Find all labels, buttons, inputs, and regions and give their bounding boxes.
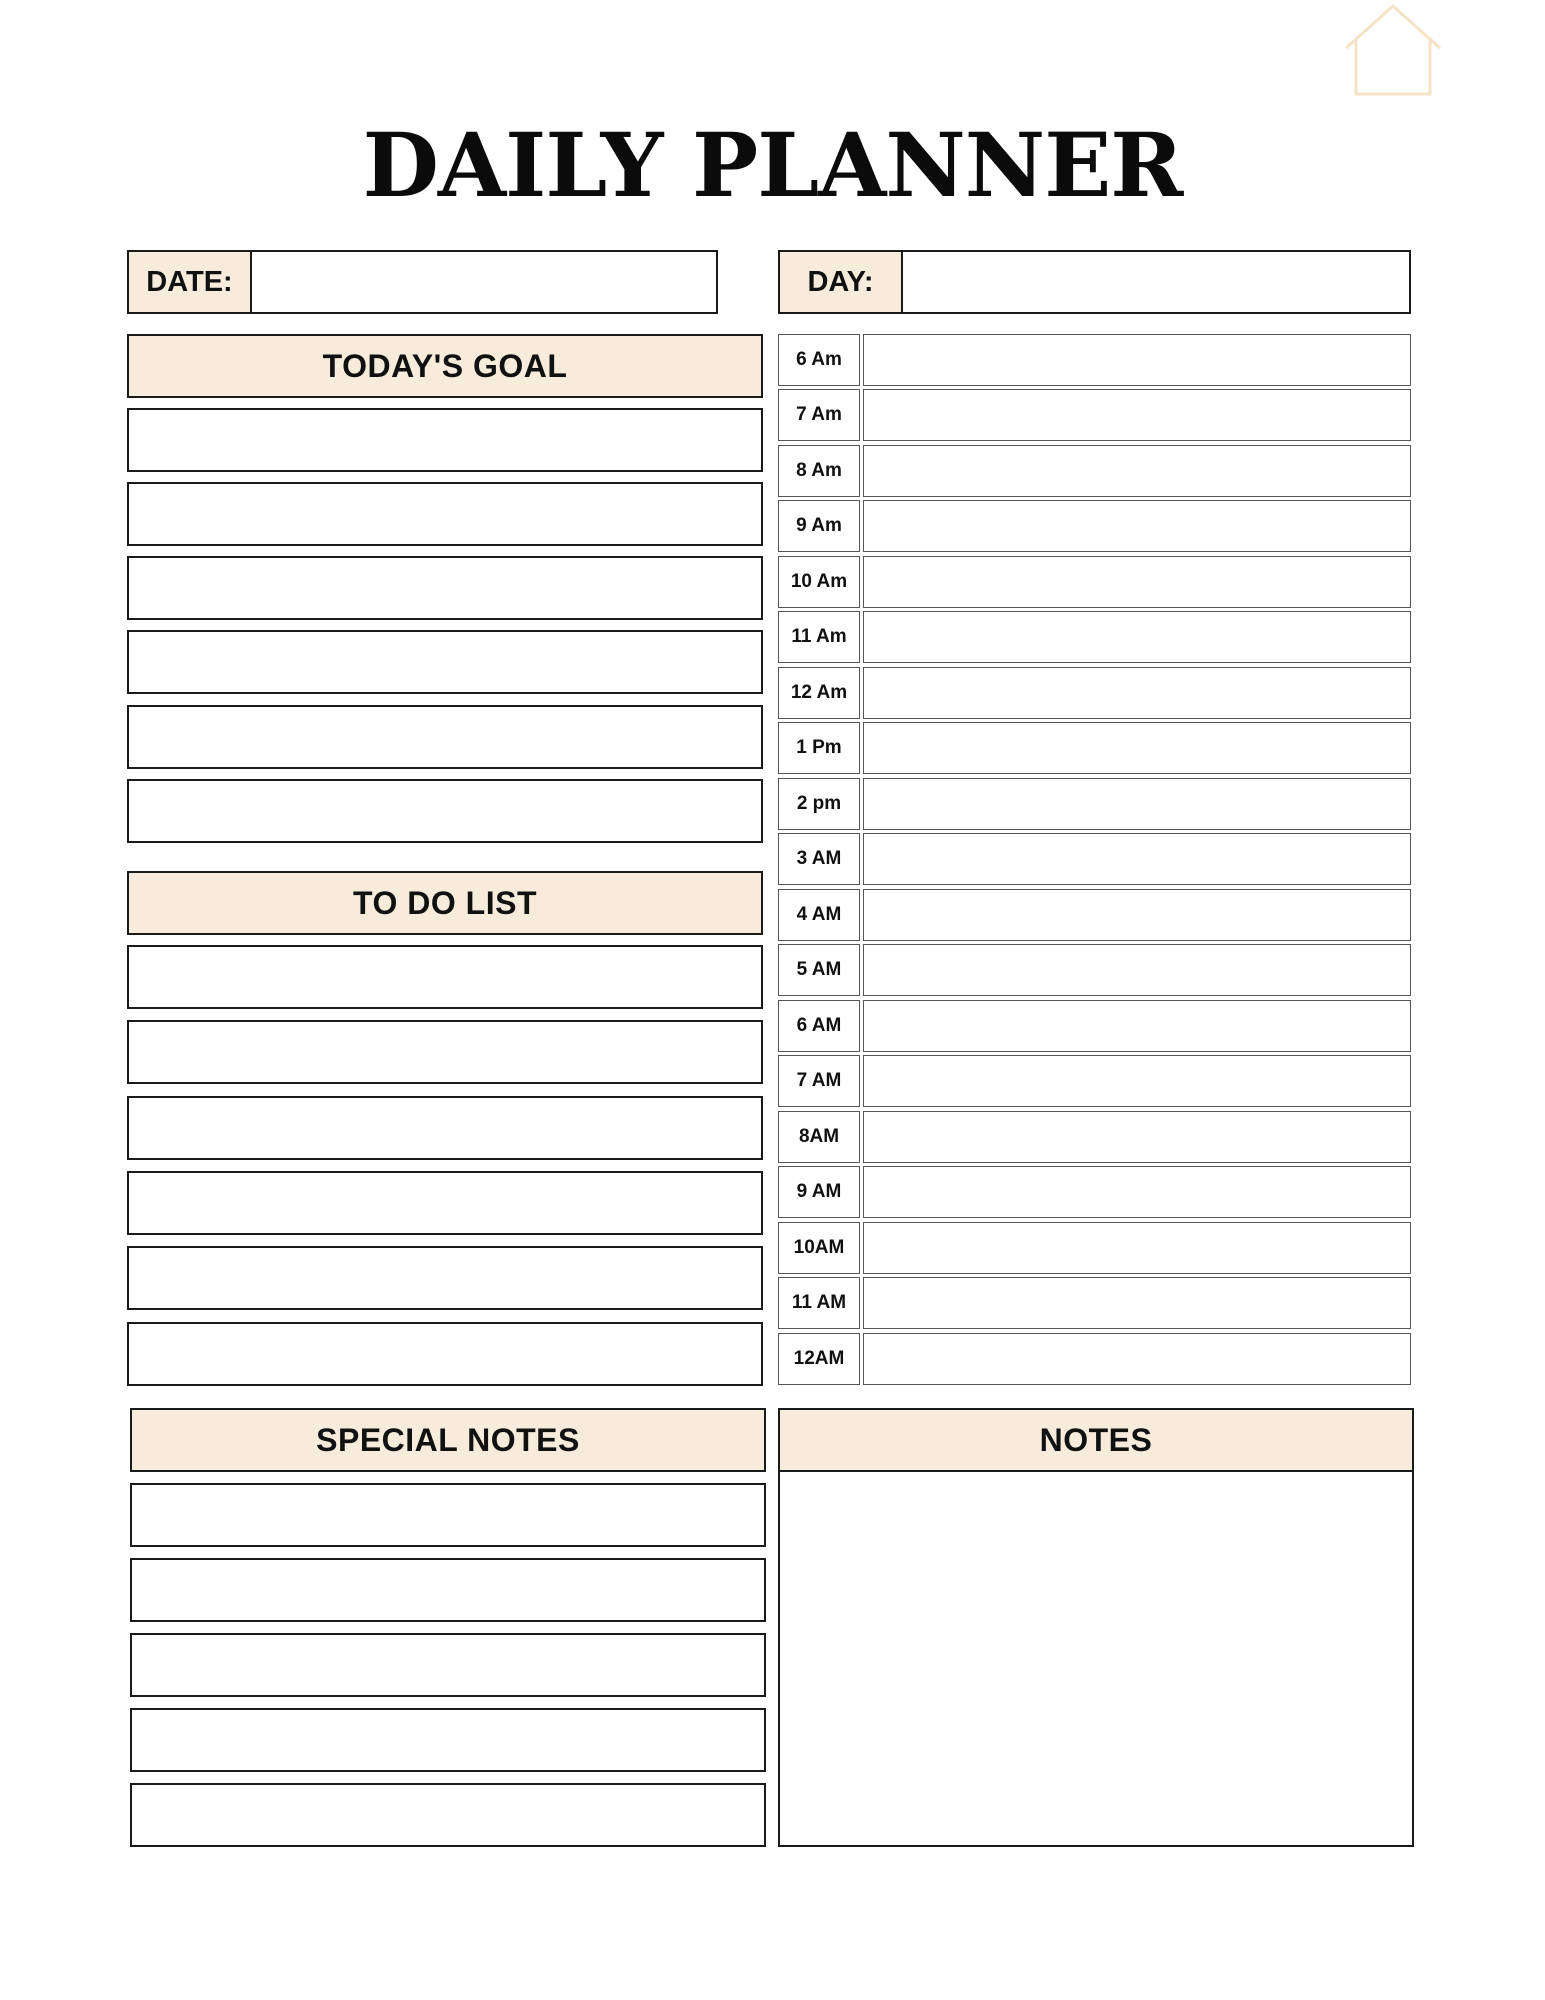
time-label: 4 AM [778,889,860,941]
time-slot-field[interactable] [863,1055,1411,1107]
time-slot-field[interactable] [863,667,1411,719]
goal-line[interactable] [127,705,763,769]
time-label: 11 Am [778,611,860,663]
time-slot-field[interactable] [863,1333,1411,1385]
time-slot-field[interactable] [863,334,1411,386]
time-label: 5 AM [778,944,860,996]
time-slot-field[interactable] [863,1111,1411,1163]
time-slot-field[interactable] [863,556,1411,608]
todo-line[interactable] [127,1322,763,1386]
time-slot-field[interactable] [863,1000,1411,1052]
time-label: 7 AM [778,1055,860,1107]
todo-line[interactable] [127,1096,763,1160]
time-slot-field[interactable] [863,389,1411,441]
time-label: 8 Am [778,445,860,497]
todo-line[interactable] [127,1020,763,1084]
date-label: DATE: [127,250,252,314]
time-slot-field[interactable] [863,889,1411,941]
time-slot-field[interactable] [863,722,1411,774]
time-label: 6 AM [778,1000,860,1052]
time-label: 10AM [778,1222,860,1274]
time-label: 8AM [778,1111,860,1163]
time-slot-field[interactable] [863,500,1411,552]
time-label: 12 Am [778,667,860,719]
time-label: 3 AM [778,833,860,885]
special-notes-header: SPECIAL NOTES [130,1408,766,1472]
time-label: 9 AM [778,1166,860,1218]
notes-area[interactable] [778,1472,1414,1847]
goal-line[interactable] [127,779,763,843]
time-slot-field[interactable] [863,778,1411,830]
goal-line[interactable] [127,630,763,694]
time-slot-field[interactable] [863,611,1411,663]
home-icon [1343,2,1443,96]
time-slot-field[interactable] [863,833,1411,885]
special-note-line[interactable] [130,1483,766,1547]
special-note-line[interactable] [130,1783,766,1847]
time-label: 11 AM [778,1277,860,1329]
todo-line[interactable] [127,1246,763,1310]
time-label: 9 Am [778,500,860,552]
time-label: 10 Am [778,556,860,608]
special-note-line[interactable] [130,1708,766,1772]
day-label: DAY: [778,250,903,314]
todo-list-header: TO DO LIST [127,871,763,935]
goal-line[interactable] [127,482,763,546]
time-slot-field[interactable] [863,1222,1411,1274]
goal-line[interactable] [127,408,763,472]
todays-goal-header: TODAY'S GOAL [127,334,763,398]
todo-line[interactable] [127,1171,763,1235]
page-title: DAILY PLANNER [362,113,1183,217]
special-note-line[interactable] [130,1633,766,1697]
special-note-line[interactable] [130,1558,766,1622]
time-slot-field[interactable] [863,1166,1411,1218]
time-label: 2 pm [778,778,860,830]
day-field[interactable] [901,250,1411,314]
todo-line[interactable] [127,945,763,1009]
time-label: 7 Am [778,389,860,441]
time-label: 12AM [778,1333,860,1385]
notes-header: NOTES [778,1408,1414,1472]
date-field[interactable] [250,250,718,314]
time-label: 1 Pm [778,722,860,774]
time-label: 6 Am [778,334,860,386]
goal-line[interactable] [127,556,763,620]
time-slot-field[interactable] [863,1277,1411,1329]
time-slot-field[interactable] [863,944,1411,996]
time-slot-field[interactable] [863,445,1411,497]
